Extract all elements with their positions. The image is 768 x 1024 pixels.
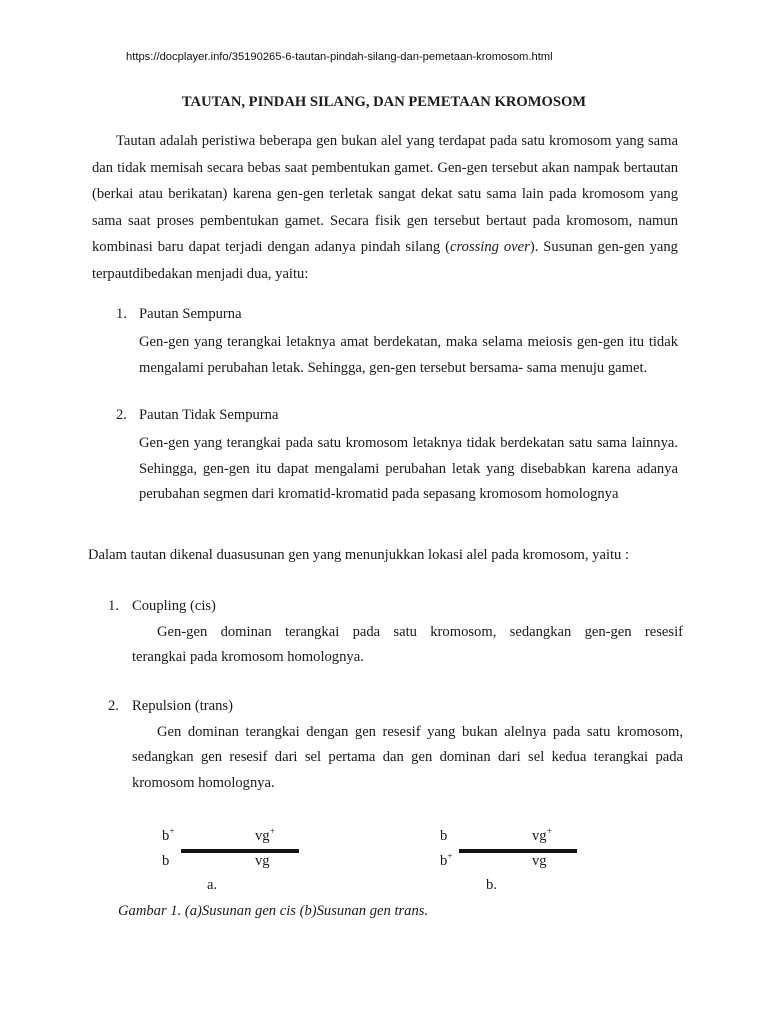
list2-item-2-line2: sedangkan gen resesif dari sel pertama dan gen dominan dari sel kedua terangkai pada (132, 749, 683, 765)
list2-item-1-number: 1. (108, 598, 119, 614)
cis-top-left-allele: b+ (162, 827, 175, 844)
intro-text-1: Tautan adalah peristiwa beberapa gen bukan alel yang terdapat pada satu kromosom yang sama dan tidak memisah secara bebas saat pembentukan gamet. Gen-gen tersebut akan nampak bertautan (berkai atau berikatan) karena gen-gen terletak sangat dekat satu sama lain pada kromosom yang sama saat proses pembentukan gamet. Secara fisik gen tersebut bertaut pada kromosom, namun kombinasi baru dapat terjadi dengan adanya pindah silang ( (92, 133, 678, 255)
list1-item-1-number: 1. (116, 306, 127, 322)
list1-item-2-number: 2. (116, 407, 127, 423)
trans-top-left-allele: b (440, 828, 448, 844)
list1-item-2-text: Gen-gen yang terangkai pada satu kromosom letaknya tidak berdekatan satu sama lainnya. Sehingga, gen-gen itu dapat mengalami perubahan letak yang disebabkan karena adanya perubahan segmen dari kromatid-kromatid pada sepasang kromosom homolognya (139, 435, 678, 502)
cis-top-right-allele: vg+ (255, 827, 275, 844)
list2-item-2-line1: Gen dominan terangkai dengan gen resesif yang bukan alelnya pada satu kromosom, (157, 724, 683, 740)
cis-chromosome-line (181, 849, 299, 853)
list2-item-2-label: Repulsion (trans) (132, 698, 233, 714)
list1-item-1-label: Pautan Sempurna (139, 306, 242, 322)
source-url[interactable]: https://docplayer.info/35190265-6-tautan-pindah-silang-dan-pemetaan-kromosom.html (126, 51, 553, 63)
figure-caption: Gambar 1. (a)Susunan gen cis (b)Susunan gen trans. (118, 903, 429, 919)
cis-bottom-left-allele: b (162, 853, 170, 869)
cis-figure-label: a. (207, 877, 218, 893)
list2-item-2-number: 2. (108, 698, 119, 714)
trans-figure-label: b. (486, 877, 497, 893)
intro-text-2: ). Susunan gen-gen yang terpautdibedakan menjadi dua, yaitu: (92, 239, 678, 282)
trans-bottom-right-allele: vg (532, 853, 547, 869)
cis-bottom-right-allele: vg (255, 853, 270, 869)
trans-chromosome-line (459, 849, 577, 853)
intro-paragraph (92, 128, 678, 287)
intro-italic-term: crossing over (450, 239, 530, 255)
list2-item-1-line1: Gen-gen dominan terangkai pada satu kromosom, sedangkan gen-gen resesif (157, 624, 683, 640)
list1-item-2-label: Pautan Tidak Sempurna (139, 407, 279, 423)
section2-intro: Dalam tautan dikenal duasusunan gen yang menunjukkan lokasi alel pada kromosom, yaitu : (88, 547, 630, 563)
list2-item-2-line3: kromosom homolognya. (132, 775, 275, 791)
trans-top-right-allele: vg+ (532, 827, 552, 844)
list1-item-1-text: Gen-gen yang terangkai letaknya amat berdekatan, maka selama meiosis gen-gen itu tidak mengalami perubahan letak. Sehingga, gen-gen tersebut bersama- sama menuju gamet. (139, 334, 678, 376)
page-title: TAUTAN, PINDAH SILANG, DAN PEMETAAN KROMOSOM (181, 94, 587, 110)
list2-item-1-label: Coupling (cis) (132, 598, 216, 614)
trans-bottom-left-allele: b+ (440, 852, 453, 869)
list2-item-1-line2: terangkai pada kromosom homolognya. (132, 649, 364, 665)
